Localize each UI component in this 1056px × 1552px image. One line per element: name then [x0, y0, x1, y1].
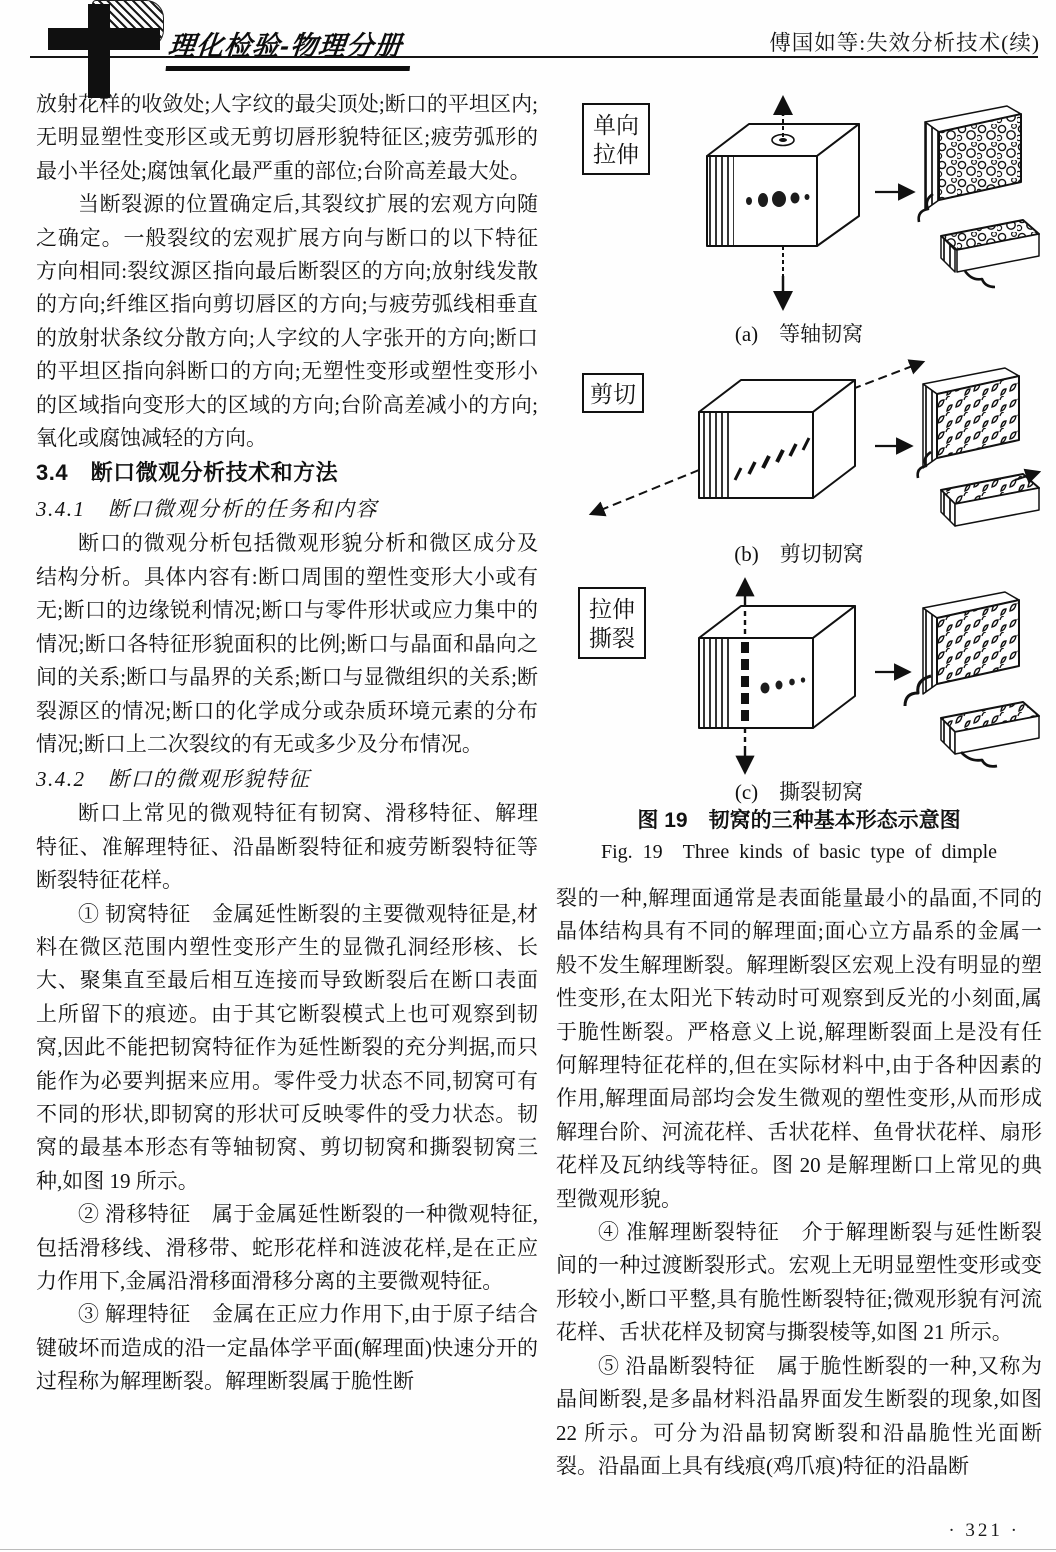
subfigure-b-caption: (b) 剪切韧窝 — [734, 542, 864, 566]
body-paragraph: 断口上常见的微观特征有韧窝、滑移特征、解理特征、准解理特征、沿晶断裂特征和疲劳断裂特征等断裂特征花样。 — [36, 801, 538, 893]
svg-text:单向: 单向 — [593, 113, 639, 138]
subfigure-c-diagram — [557, 568, 1041, 778]
svg-text:撕裂: 撕裂 — [589, 626, 635, 651]
journal-logo-text: 理化检验-物理分册 — [166, 24, 415, 71]
body-paragraph: ④ 准解理断裂特征 介于解理断裂与延性断裂间的一种过渡断裂形式。宏观上无明显塑性变形或变形较小,断口平整,具有脆性断裂特征;微观形貌有河流花样、舌状花样及韧窝与撕裂棱等,如图 21 所示。 — [556, 1220, 1042, 1345]
journal-logo-mark-vbar — [88, 4, 110, 98]
svg-text:拉伸: 拉伸 — [593, 142, 639, 167]
left-column — [36, 88, 538, 1399]
figure-19 — [556, 88, 1042, 868]
fracture-halves — [918, 368, 1039, 526]
fracture-halves — [919, 106, 1039, 287]
running-title: 傅国如等:失效分析技术(续) — [769, 31, 1040, 55]
body-paragraph: ③ 解理特征 金属在正应力作用下,由于原子结合键破坏而造成的沿一定晶体学平面(解理面)快速分开的过程称为解理断裂。解理断裂属于脆性断 — [36, 1302, 538, 1394]
subfigure-a-diagram — [557, 88, 1041, 320]
body-paragraph: ② 滑移特征 属于金属延性断裂的一种微观特征,包括滑移线、滑移带、蛇形花样和涟波花样,是在正应力作用下,金属沿滑移面滑移分离的主要微观特征。 — [36, 1202, 538, 1293]
subsection-heading-3-4-1: 3.4.1 断口微观分析的任务和内容 — [36, 497, 378, 522]
subsection-heading-3-4-2: 3.4.2 断口的微观形貌特征 — [36, 767, 311, 792]
subfigure-c-caption: (c) 撕裂韧窝 — [734, 780, 864, 804]
subfigure-b — [556, 348, 1042, 568]
load-label-box — [579, 588, 645, 658]
fracture-halves — [905, 592, 1039, 766]
svg-text:剪切: 剪切 — [590, 382, 636, 407]
load-label-box — [583, 104, 649, 174]
specimen-block — [707, 124, 859, 246]
right-column — [556, 88, 1042, 1483]
body-paragraph: 断口的微观分析包括微观形貌分析和微区成分及结构分析。具体内容有:断口周围的塑性变形大小或有无;断口的边缘锐利情况;断口与零件形状或应力集中的情况;断口各特征形貌面积的比例;断口与晶面和晶向之间的关系;断口与晶界的关系;断口与显微组织的关系;断裂源区的情况;断口的化学成分或杂质环境元素的分布情况;断口上二次裂纹的有无或多少及分布情况。 — [36, 531, 538, 756]
specimen-block — [699, 380, 855, 498]
body-paragraph: 当断裂源的位置确定后,其裂纹扩展的宏观方向随之确定。一般裂纹的宏观扩展方向与断口的以下特征方向相同:裂纹源区指向最后断裂区的方向;放射线发散的方向;纤维区指向剪切唇区的方向;与疲劳弧线相垂直的放射状条纹分散方向;人字纹的人字张开的方向;断口的平坦区指向斜断口的方向;无塑性变形或塑性变形小的区域指向变形大的区域的方向;台阶高差减小的方向;氧化或腐蚀减轻的方向。 — [36, 192, 538, 451]
subfigure-a-caption: (a) 等轴韧窝 — [734, 322, 864, 346]
subfigure-b-diagram — [557, 348, 1041, 540]
section-heading-3-4: 3.4 断口微观分析技术和方法 — [36, 460, 339, 486]
specimen-block — [699, 606, 855, 728]
body-paragraph: 放射花样的收敛处;人字纹的最尖顶处;断口的平坦区内;无明显塑性变形区或无剪切唇形貌特征区;疲劳弧形的最小半径处;腐蚀氧化最严重的部位;台阶高差最大处。 — [36, 92, 538, 183]
figure-19-caption-zh: 图 19 韧窝的三种基本形态示意图 — [637, 809, 961, 832]
journal-logo-mark-hbar — [48, 28, 160, 50]
body-paragraph: ⑤ 沿晶断裂特征 属于脆性断裂的一种,又称为晶间断裂,是多晶材料沿晶界面发生断裂的现象,如图 22 所示。可分为沿晶韧窝断裂和沿晶脆性光面断裂。沿晶面上具有线痕(鸡爪痕)特征的沿晶断 — [556, 1353, 1042, 1478]
load-label-box — [583, 374, 643, 412]
svg-text:拉伸: 拉伸 — [589, 597, 635, 622]
subfigure-c — [556, 568, 1042, 806]
subfigure-a — [556, 88, 1042, 348]
scan-edge-line — [0, 1549, 1056, 1550]
figure-19-caption-en: Fig. 19 Three kinds of basic type of dimple — [600, 841, 998, 863]
body-paragraph: 裂的一种,解理面通常是表面能量最小的晶面,不同的晶体结构具有不同的解理面;面心立方晶系的金属一般不发生解理断裂。解理断裂区宏观上没有明显的塑性变形,在太阳光下转动时可观察到反光的小刻面,属于脆性断裂。严格意义上说,解理断裂面上是没有任何解理特征花样的,但在实际材料中,由于各种因素的作用,解理面局部均会发生微观的塑性变形,从而形成解理台阶、河流花样、舌状花样、鱼骨状花样、扇形花样及瓦纳线等特征。图 20 是解理断口上常见的典型微观形貌。 — [556, 886, 1042, 1211]
page-number: · 321 · — [948, 1520, 1020, 1541]
body-paragraph: ① 韧窝特征 金属延性断裂的主要微观特征是,材料在微区范围内塑性变形产生的显微孔洞经形核、长大、聚集直至最后相互连接而导致断裂后在断口表面上所留下的痕迹。由于其它断裂模式上也可观察到韧窝,因此不能把韧窝特征作为延性断裂的充分判据,而只能作为必要判据来应用。零件受力状态不同,韧窝可有不同的形状,即韧窝的形状可反映零件的受力状态。韧窝的最基本形态有等轴韧窝、剪切韧窝和撕裂韧窝三种,如图 19 所示。 — [36, 901, 538, 1193]
